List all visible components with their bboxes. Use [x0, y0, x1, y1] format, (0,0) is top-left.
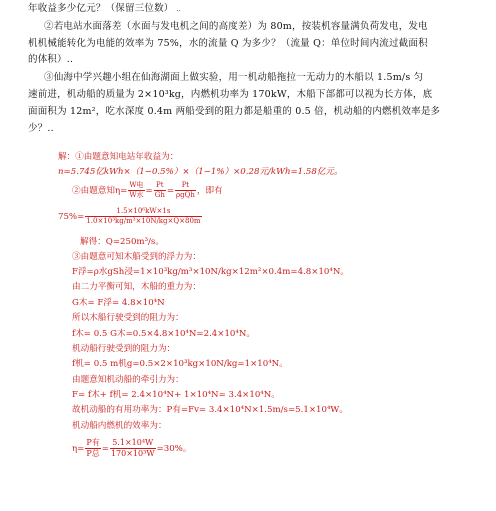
solution-line: 机动船内燃机的效率为： [72, 421, 167, 431]
solution-text: η= [72, 444, 85, 454]
fraction [128, 181, 144, 200]
question-line-6: 速前进，机动船的质量为 2×10³kg，内燃机功率为 170kW，木船下部都可以视为长方体，底 [28, 89, 433, 100]
fraction [85, 207, 201, 226]
solution-line: F= f木+ f机= 2.4×10⁴N+ 1×10⁴N= 3.4×10⁴N。 [72, 390, 280, 400]
solution-line-equation [58, 207, 203, 226]
solution-heading: 解：①由题意知电站年收益为： [58, 152, 179, 162]
fraction [175, 181, 196, 200]
question-line-2: ②若电站水面落差（水面与发电机之间的高度差）为 80m，按装机容量满负荷发电，发电 [44, 21, 428, 32]
solution-line: f木= 0.5 G木=0.5×4.8×10⁴N=2.4×10⁴N。 [72, 329, 255, 339]
solution-line: 由二力平衡可知，木船的重力为： [72, 282, 201, 292]
solution-line: 解得：Q=250m³/s。 [80, 237, 164, 247]
fraction-denominator: 1.0×10³kg/m³×10N/kg×Q×80m [86, 217, 201, 225]
solution-line: 由题意知机动船的牵引力为： [72, 375, 184, 385]
fraction-numerator: 5.1×10⁴W [110, 438, 156, 449]
solution-line: 机动船行驶受到的阻力为： [72, 344, 176, 354]
fraction-denominator: 170×10³W [110, 449, 155, 458]
solution-line: 所以木船行驶受到的阻力为： [72, 313, 184, 323]
solution-line: f机= 0.5 m机g=0.5×2×10³kg×10N/kg=1×10⁴N。 [72, 359, 288, 369]
fraction-denominator: ρgQh [176, 191, 195, 199]
fraction [85, 438, 100, 459]
question-text: 年收益多少亿元？（保留三位数） [28, 3, 177, 14]
fraction-numerator: 1.5×10⁶kW×1s [85, 207, 201, 217]
solution-text: =30%。 [156, 444, 192, 454]
question-line-3: 机机械能转化为电能的效率为 75%，水的流量 Q 为多少？（流量 Q：单位时间内流过截面积 [28, 38, 428, 49]
question-line-5: ③仙海中学兴趣小组在仙海湖面上做实验，用一机动船拖拉一无动力的木船以 1.5m/s 匀 [44, 72, 424, 83]
fraction [110, 438, 156, 459]
solution-text: = [101, 444, 109, 454]
solution-text: ②由题意知η= [72, 186, 128, 196]
solution-line: n=5.745亿kWh×（1−0.5%）×（1−1%）×0.28元/kWh=1.58亿元。 [58, 167, 343, 177]
solution-line: ③由题意可知木船受到的浮力为： [72, 252, 201, 262]
question-line-8: 少？.. [28, 123, 54, 134]
fraction-numerator: W电 [129, 181, 144, 189]
fraction-numerator: Pt [154, 181, 166, 191]
question-line-1 [28, 2, 181, 17]
fraction-numerator: P有 [86, 438, 100, 447]
fraction-denominator: P总 [86, 449, 100, 458]
solution-text: ，即有 [196, 186, 223, 196]
solution-line: F浮=ρ水gSh浸=1×10³kg/m³×10N/kg×12m²×0.4m=4.8×10⁴N。 [72, 267, 349, 277]
solution-line: G木= F浮= 4.8×10⁴N [72, 298, 165, 308]
solution-line-final [72, 438, 191, 459]
solution-text: 75%= [58, 212, 85, 222]
question-line-7: 面面积为 12m²，吃水深度 0.4m 两船受到的阻力都是船重的 0.5 倍，机动船的内燃机效率是多 [28, 106, 441, 117]
solution-line: 故机动船的有用功率为：P有=Fv= 3.4×10⁴N×1.5m/s=5.1×10⁴W。 [72, 405, 348, 415]
solution-text: = [145, 186, 153, 196]
solution-line-efficiency [72, 181, 223, 200]
solution-text: = [166, 186, 175, 196]
fraction-numerator: Pt [175, 181, 196, 191]
fraction-denominator: W水 [129, 191, 144, 199]
question-line-4: 的体积）.. [28, 54, 74, 65]
fraction [154, 181, 166, 200]
fraction-denominator: Gh [154, 191, 165, 199]
question-text: .. [176, 6, 181, 13]
